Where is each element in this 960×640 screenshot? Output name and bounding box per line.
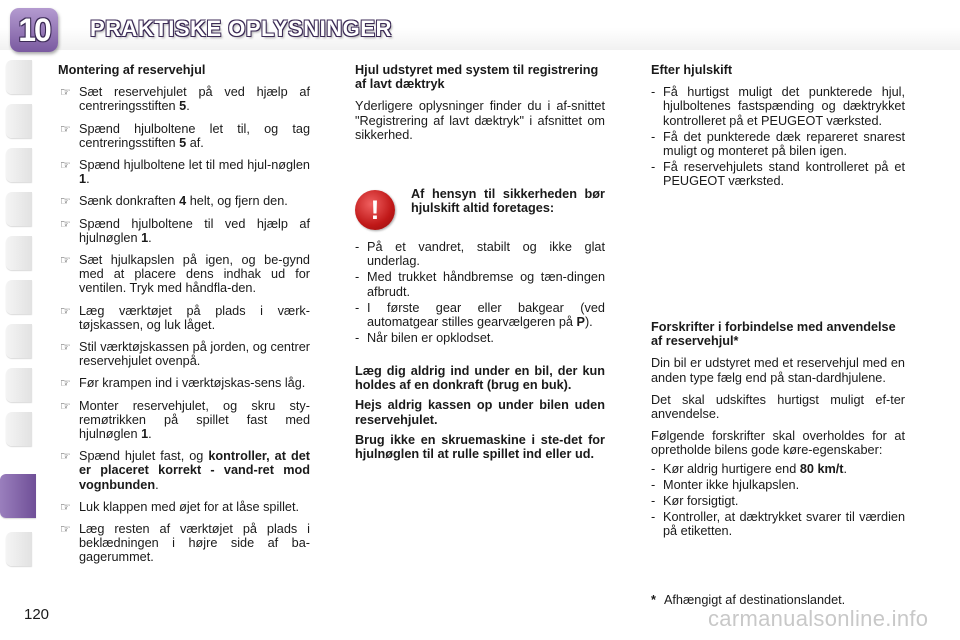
pointing-hand-icon: ☞ — [60, 158, 71, 173]
chapter-tab[interactable] — [6, 148, 32, 182]
regulations-paragraph: Det skal udskiftes hurtigst muligt ef-ter anvendelse. — [651, 392, 905, 422]
chapter-tab[interactable] — [6, 236, 32, 270]
chapter-tab-active[interactable] — [0, 474, 36, 518]
regulations-heading: Forskrifter i forbindelse med anvendelse af reservehjul* — [651, 320, 896, 349]
mounting-step: ☞ Læg værktøjet på plads i værk-tøjskassen, og luk låget. — [60, 303, 310, 332]
chapter-tab[interactable] — [6, 412, 32, 446]
safety-warning — [355, 184, 605, 234]
chapter-tab[interactable] — [6, 368, 32, 402]
bold-warning: Læg dig aldrig ind under en bil, der kun holdes af en donkraft (brug en buk). — [355, 364, 605, 393]
mounting-section — [58, 63, 310, 573]
safety-condition: - Med trukket håndbremse og tæn-dingen afbrudt. — [355, 270, 605, 299]
page-number: 120 — [24, 606, 50, 623]
watermark: carmanualsonline.info — [708, 606, 929, 631]
pressure-system-section — [355, 63, 605, 150]
pointing-hand-icon: ☞ — [60, 121, 71, 136]
chapter-tab[interactable] — [6, 60, 32, 94]
pointing-hand-icon: ☞ — [60, 340, 71, 355]
regulation-rule: - Kør aldrig hurtigere end 80 km/t. — [651, 461, 848, 476]
pointing-hand-icon: ☞ — [60, 85, 71, 100]
safety-condition: - På et vandret, stabilt og ikke glat underlag. — [355, 240, 605, 269]
chapter-tab[interactable] — [6, 192, 32, 226]
page-title: PRAKTISKE OPLYSNINGER — [90, 16, 392, 41]
pointing-hand-icon: ☞ — [60, 253, 71, 268]
after-change-step: - Få hurtigst muligt det punkterede hjul, hjulboltenes fastspænding og dæktrykket kontrolleret på et PEUGEOT værksted. — [651, 85, 905, 128]
pressure-system-heading: Hjul udstyret med system til registrering af lavt dæktryk — [355, 63, 599, 92]
mounting-step: ☞ Luk klappen med øjet for at låse spillet. — [60, 499, 300, 514]
safety-condition: - Når bilen er opklodset. — [355, 331, 494, 346]
safety-condition: - I første gear eller bakgear (ved automatgear stilles gearvælgeren på P). — [355, 300, 605, 330]
pointing-hand-icon: ☞ — [60, 499, 71, 514]
after-change-heading: Efter hjulskift — [651, 63, 733, 77]
footnote-marker: * — [651, 593, 656, 607]
regulations-section — [651, 320, 905, 541]
mounting-step: ☞ Monter reservehjulet, og skru sty-remøtrikken på spillet fast med hjulnøglen 1. — [60, 398, 310, 442]
pointing-hand-icon: ☞ — [60, 449, 71, 464]
chapter-tab[interactable] — [6, 280, 32, 314]
pointing-hand-icon: ☞ — [60, 216, 71, 231]
regulations-paragraph: Din bil er udstyret med et reservehjul med en anden type fælg end på stan-dardhjulene. — [651, 356, 905, 385]
chapter-tab[interactable] — [6, 324, 32, 358]
bold-warning: Brug ikke en skruemaskine i ste-det for hjulnøglen til at rulle spillet ind eller ud. — [355, 432, 605, 462]
chapter-tab-strip — [0, 60, 36, 580]
footnote — [651, 593, 845, 607]
pointing-hand-icon: ☞ — [60, 194, 71, 209]
chapter-tab[interactable] — [6, 532, 32, 566]
mounting-steps — [58, 85, 310, 564]
regulation-rule: - Kontroller, at dæktrykket svarer til værdien på etiketten. — [651, 510, 905, 539]
pointing-hand-icon: ☞ — [60, 522, 71, 537]
after-change-step: - Få det punkterede dæk repareret snarest muligt og monteret på bilen igen. — [651, 129, 905, 159]
mounting-heading: Montering af reservehjul — [58, 63, 206, 77]
chapter-badge: 10 — [10, 8, 58, 52]
pointing-hand-icon: ☞ — [60, 398, 71, 413]
safety-warning-text: Af hensyn til sikkerheden bør hjulskift altid foretages: — [411, 187, 605, 215]
mounting-step: ☞ Sæt reservehjulet på ved hjælp af centreringsstiften 5. — [60, 85, 310, 114]
mounting-step: ☞ Spænd hjulboltene let til, og tag centreringsstiften 5 af. — [60, 121, 310, 150]
mounting-step: ☞ Spænd hjulboltene let til med hjul-nøglen 1. — [60, 158, 310, 187]
safety-conditions — [355, 240, 605, 347]
bold-warnings — [355, 364, 605, 467]
chapter-tab[interactable] — [6, 104, 32, 138]
exclamation-warning-icon: ! — [355, 190, 395, 230]
mounting-step: ☞ Sæt hjulkapslen på igen, og be-gynd med at placere dens indhak ud for ventilen. Tryk med håndfla-den. — [60, 253, 310, 296]
bold-warning: Hejs aldrig kassen op under bilen uden reservehjulet. — [355, 398, 605, 427]
mounting-step: ☞ Spænd hjulet fast, og kontroller, at det er placeret korrekt - vand-ret mod vognbunden. — [60, 449, 310, 492]
pointing-hand-icon: ☞ — [60, 303, 71, 318]
mounting-step: ☞ Sænk donkraften 4 helt, og fjern den. — [60, 194, 288, 209]
regulation-rule: - Monter ikke hjulkapslen. — [651, 477, 800, 492]
mounting-step: ☞ Spænd hjulboltene til ved hjælp af hjulnøglen 1. — [60, 216, 310, 245]
footnote-text: Afhængigt af destinationslandet. — [663, 593, 846, 607]
after-change-step: - Få reservehjulets stand kontrolleret på et PEUGEOT værksted. — [651, 160, 905, 189]
regulations-paragraph: Følgende forskrifter skal overholdes for at opretholde bilens gode køre-egenskaber: — [651, 429, 905, 458]
mounting-step: ☞ Før krampen ind i værktøjskas-sens låg. — [60, 376, 306, 391]
regulation-rule: - Kør forsigtigt. — [651, 494, 739, 509]
mounting-step: ☞ Stil værktøjskassen på jorden, og centrer reservehjulet ovenpå. — [60, 340, 310, 369]
pressure-system-intro: Yderligere oplysninger finder du i af-snittet "Registrering af lavt dæktryk" i afsnittet om sikkerhed. — [355, 99, 605, 142]
pointing-hand-icon: ☞ — [60, 376, 71, 391]
mounting-step: ☞ Læg resten af værktøjet på plads i beklædningen i højre side af ba-gagerummet. — [60, 522, 310, 565]
after-change-section — [651, 63, 905, 191]
